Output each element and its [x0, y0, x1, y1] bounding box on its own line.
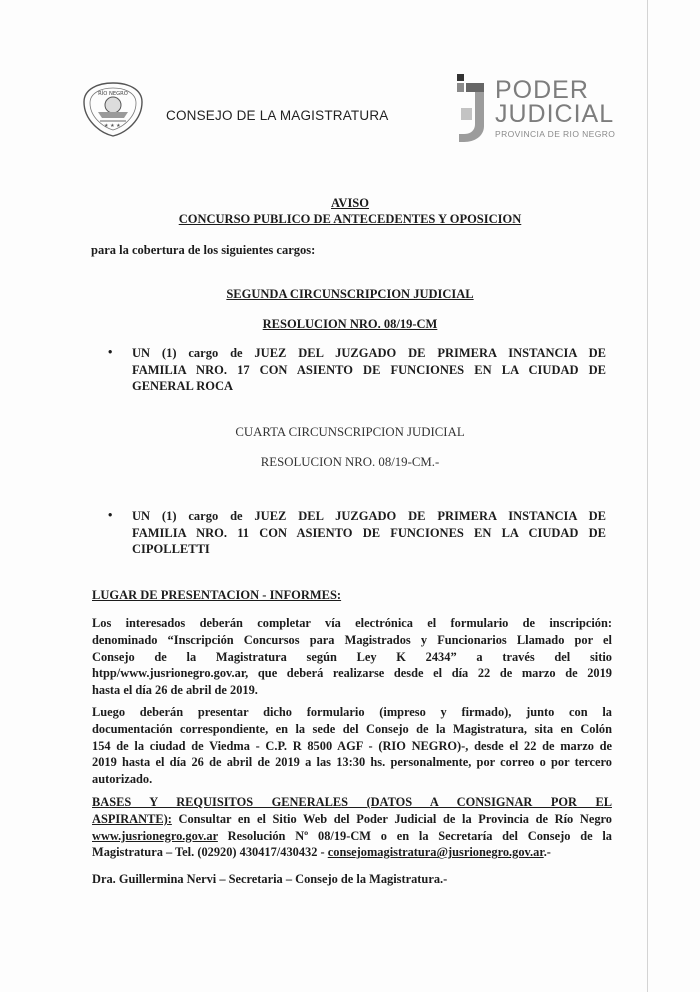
- resolution-title: RESOLUCION NRO. 08/19-CM.-: [260, 455, 440, 469]
- paragraph-line: denominado “Inscripción Concursos para Magistrados y Funcionarios Llamado por el: [92, 632, 612, 647]
- position-line: UN (1) cargo de JUEZ DEL JUZGADO DE PRIMERA INSTANCIA DE: [132, 509, 606, 523]
- requirements-text: .-: [543, 845, 551, 860]
- position-line: FAMILIA NRO. 11 CON ASIENTO DE FUNCIONES EN LA CIUDAD DE: [132, 525, 606, 540]
- paragraph-line: documentación correspondiente, en la sede del Consejo de la Magistratura, sita en Colón: [92, 721, 612, 736]
- website-link[interactable]: www.jusrionegro.gov.ar: [92, 828, 218, 843]
- section-heading-presentation: LUGAR DE PRESENTACION - INFORMES:: [92, 588, 342, 602]
- signature: Dra. Guillermina Nervi – Secretaria – Consejo de la Magistratura.-: [92, 872, 448, 886]
- rio-negro-seal-logo: [80, 80, 146, 138]
- paragraph-line: [92, 811, 612, 828]
- paragraph-line: [92, 828, 612, 845]
- logo-line-judicial: JUDICIAL: [495, 100, 615, 128]
- bullet-icon: •: [108, 508, 113, 522]
- resolution-title: RESOLUCION NRO. 08/19-CM: [262, 317, 438, 331]
- paragraph-line: 154 de la ciudad de Viedma - C.P. R 8500 AGF - (RIO NEGRO)-, desde el 22 de marzo de: [92, 738, 612, 753]
- phone-text: Magistratura – Tel. (02920) 430417/430432 -: [92, 845, 328, 860]
- presentation-paragraph-2: [92, 704, 612, 788]
- page-edge: [647, 0, 648, 992]
- paragraph-line: autorizado.: [92, 772, 153, 787]
- notice-subtitle: CONCURSO PUBLICO DE ANTECEDENTES Y OPOSICION: [178, 212, 522, 226]
- position-item: [108, 508, 606, 558]
- notice-title: AVISO: [331, 196, 369, 210]
- paragraph-line: Los interesados deberán completar vía electrónica el formulario de inscripción:: [92, 616, 612, 630]
- presentation-paragraph-1: [92, 615, 612, 699]
- position-line: CIPOLLETTI: [132, 542, 210, 556]
- requirements-heading-end: ASPIRANTE):: [92, 811, 172, 826]
- svg-text:★ ★ ★: ★ ★ ★: [104, 123, 121, 129]
- seal-text: RÍO NEGRO: [98, 91, 128, 97]
- paragraph-line: hasta el día 26 de abril de 2019.: [92, 683, 258, 698]
- council-name: CONSEJO DE LA MAGISTRATURA: [166, 108, 389, 123]
- poder-judicial-mark-icon: [455, 74, 491, 144]
- email-link[interactable]: consejomagistratura@jusrionegro.gov.ar: [327, 845, 544, 860]
- paragraph-line: htpp/www.jusrionegro.gov.ar, que deberá realizarse desde el día 22 de marzo de 2019: [92, 666, 612, 681]
- logo-line-poder: PODER: [495, 76, 589, 104]
- position-item: [108, 345, 606, 395]
- poder-judicial-logo: [455, 74, 625, 146]
- paragraph-line: 2019 hasta el día 26 de abril de 2019 a las 13:30 hs. personalmente, por correo o por tercero: [92, 755, 612, 770]
- notice-intro: para la cobertura de los siguientes cargos:: [91, 243, 316, 257]
- circumscription-title: CUARTA CIRCUNSCRIPCION JUDICIAL: [235, 425, 465, 439]
- paragraph-line: Consejo de la Magistratura según Ley K 2434” a través del sitio: [92, 649, 612, 664]
- logo-subtitle: PROVINCIA DE RIO NEGRO: [495, 129, 616, 139]
- position-line: FAMILIA NRO. 17 CON ASIENTO DE FUNCIONES EN LA CIUDAD DE: [132, 362, 606, 377]
- requirements-text: Consultar en el Sitio Web del Poder Judicial de la Provincia de Río Negro: [171, 811, 612, 826]
- bullet-icon: •: [108, 345, 113, 359]
- requirements-text: Resolución Nº 08/19-CM o en la Secretaría del Consejo de la: [217, 828, 612, 843]
- paragraph-line: Luego deberán presentar dicho formulario (impreso y firmado), junto con la: [92, 705, 612, 719]
- paragraph-line: [92, 844, 612, 861]
- position-line: UN (1) cargo de JUEZ DEL JUZGADO DE PRIMERA INSTANCIA DE: [132, 346, 606, 360]
- circumscription-title: SEGUNDA CIRCUNSCRIPCION JUDICIAL: [226, 287, 474, 301]
- position-line: GENERAL ROCA: [132, 379, 234, 393]
- requirements-heading: BASES Y REQUISITOS GENERALES (DATOS A CONSIGNAR POR EL: [92, 795, 612, 809]
- requirements-paragraph: [92, 794, 612, 861]
